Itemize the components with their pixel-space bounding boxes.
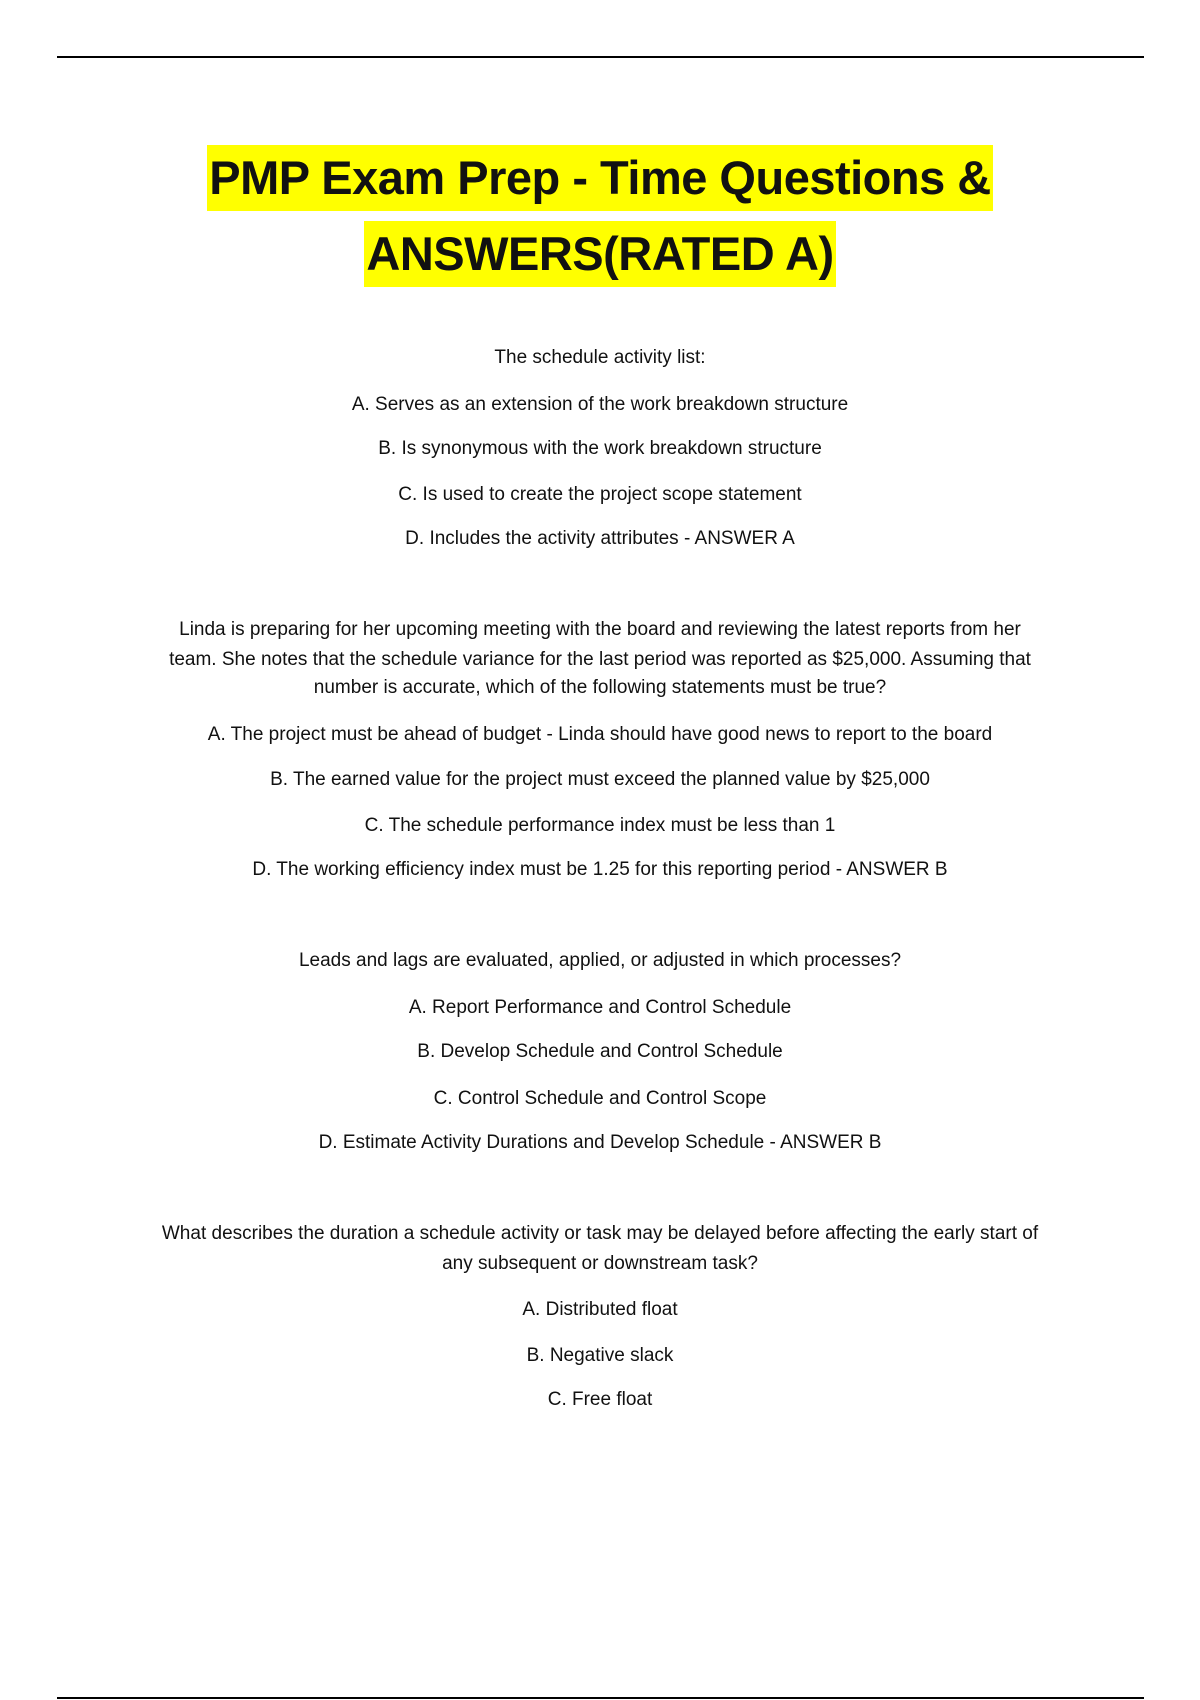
bottom-rule [57,1697,1144,1699]
answer-option: B. Develop Schedule and Control Schedule [417,1041,783,1062]
answer-option: C. Control Schedule and Control Scope [433,1088,767,1109]
answer-option: A. Serves as an extension of the work breakdown structure [351,394,849,415]
answer-option: B. Is synonymous with the work breakdown structure [378,438,822,459]
title-line-1: PMP Exam Prep - Time Questions & [207,145,993,211]
answer-option: B. The earned value for the project must exceed the planned value by $25,000 [270,769,930,790]
question-prompt: team. She notes that the schedule variance for the last period was reported as $25,000. Assuming that [169,649,1031,670]
answer-option: D. Includes the activity attributes - ANSWER A [405,528,795,549]
answer-option: A. Report Performance and Control Schedule [408,997,792,1018]
question-prompt: Linda is preparing for her upcoming meeting with the board and reviewing the latest reports from her [179,619,1021,640]
answer-option: C. Free float [547,1389,653,1410]
answer-option: A. The project must be ahead of budget - Linda should have good news to report to the board [207,724,993,745]
question-prompt: What describes the duration a schedule activity or task may be delayed before affecting the early start of [161,1223,1039,1244]
question-prompt: number is accurate, which of the following statements must be true? [313,677,887,698]
answer-option: D. Estimate Activity Durations and Develop Schedule - ANSWER B [318,1132,882,1153]
answer-option: C. The schedule performance index must be less than 1 [364,815,836,836]
title-line-2: ANSWERS(RATED A) [364,221,835,287]
question-prompt: Leads and lags are evaluated, applied, or adjusted in which processes? [298,950,902,971]
document-title [0,140,1200,292]
question-prompt: any subsequent or downstream task? [442,1253,758,1274]
top-rule [57,56,1144,58]
answer-option: C. Is used to create the project scope statement [398,484,802,505]
answer-option: A. Distributed float [522,1299,678,1320]
question-prompt: The schedule activity list: [494,347,706,368]
answer-option: D. The working efficiency index must be 1.25 for this reporting period - ANSWER B [252,859,948,880]
answer-option: B. Negative slack [526,1345,674,1366]
